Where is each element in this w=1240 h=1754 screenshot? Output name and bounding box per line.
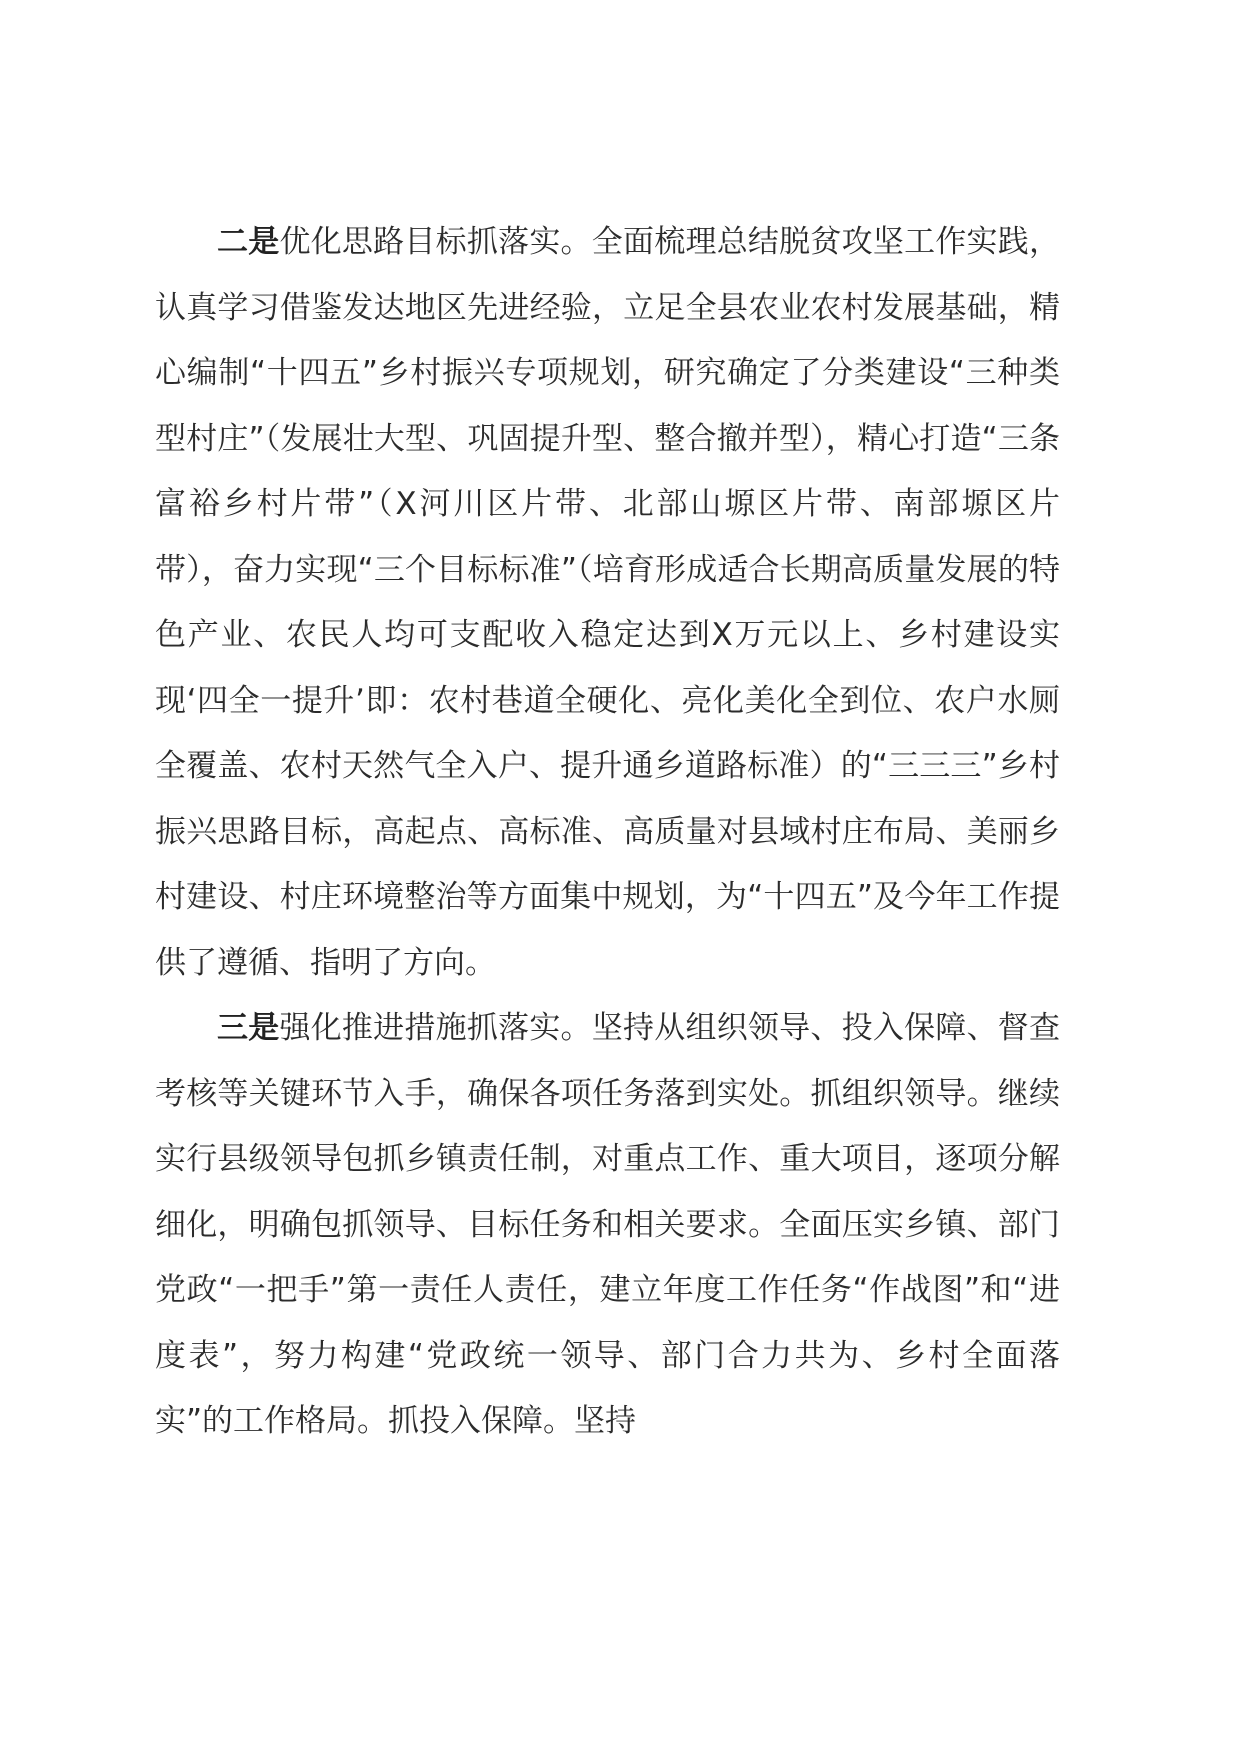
paragraph-lead: 二是 (217, 224, 280, 260)
paragraph-text: 优化思路目标抓落实。全面梳理总结脱贫攻坚工作实践，认真学习借鉴发达地区先进经验，立足全县农业农村发展基础，精心编制“十四五”乡村振兴专项规划，研究确定了分类建设“三种类型村庄”（发展壮大型、巩固提升型、整合撤并型），精心打造“三条富裕乡村片带”（X河川区片带、北部山塬区片带、南部塬区片带），奋力实现“三个目标标准”（培育形成适合长期高质量发展的特色产业、农民人均可支配收入稳定达到X万元以上、乡村建设实现‘四全一提升’即：农村巷道全硬化、亮化美化全到位、农户水厕全覆盖、农村天然气全入户、提升通乡道路标准）的“三三三”乡村振兴思路目标，高起点、高标准、高质量对县域村庄布局、美丽乡村建设、村庄环境整治等方面集中规划，为“十四五”及今年工作提供了遵循、指明了方向。 (155, 224, 1061, 981)
paragraph-lead: 三是 (217, 1010, 280, 1046)
paragraph-text: 强化推进措施抓落实。坚持从组织领导、投入保障、督查考核等关键环节入手，确保各项任务落到实处。抓组织领导。继续实行县级领导包抓乡镇责任制，对重点工作、重大项目，逐项分解细化，明确包抓领导、目标任务和相关要求。全面压实乡镇、部门党政“一把手”第一责任人责任，建立年度工作任务“作战图”和“进度表”，努力构建“党政统一领导、部门合力共为、乡村全面落实”的工作格局。抓投入保障。坚持 (155, 1010, 1061, 1439)
paragraph-2 (155, 210, 1060, 996)
paragraph-3 (155, 996, 1060, 1455)
document-body (155, 210, 1060, 1455)
